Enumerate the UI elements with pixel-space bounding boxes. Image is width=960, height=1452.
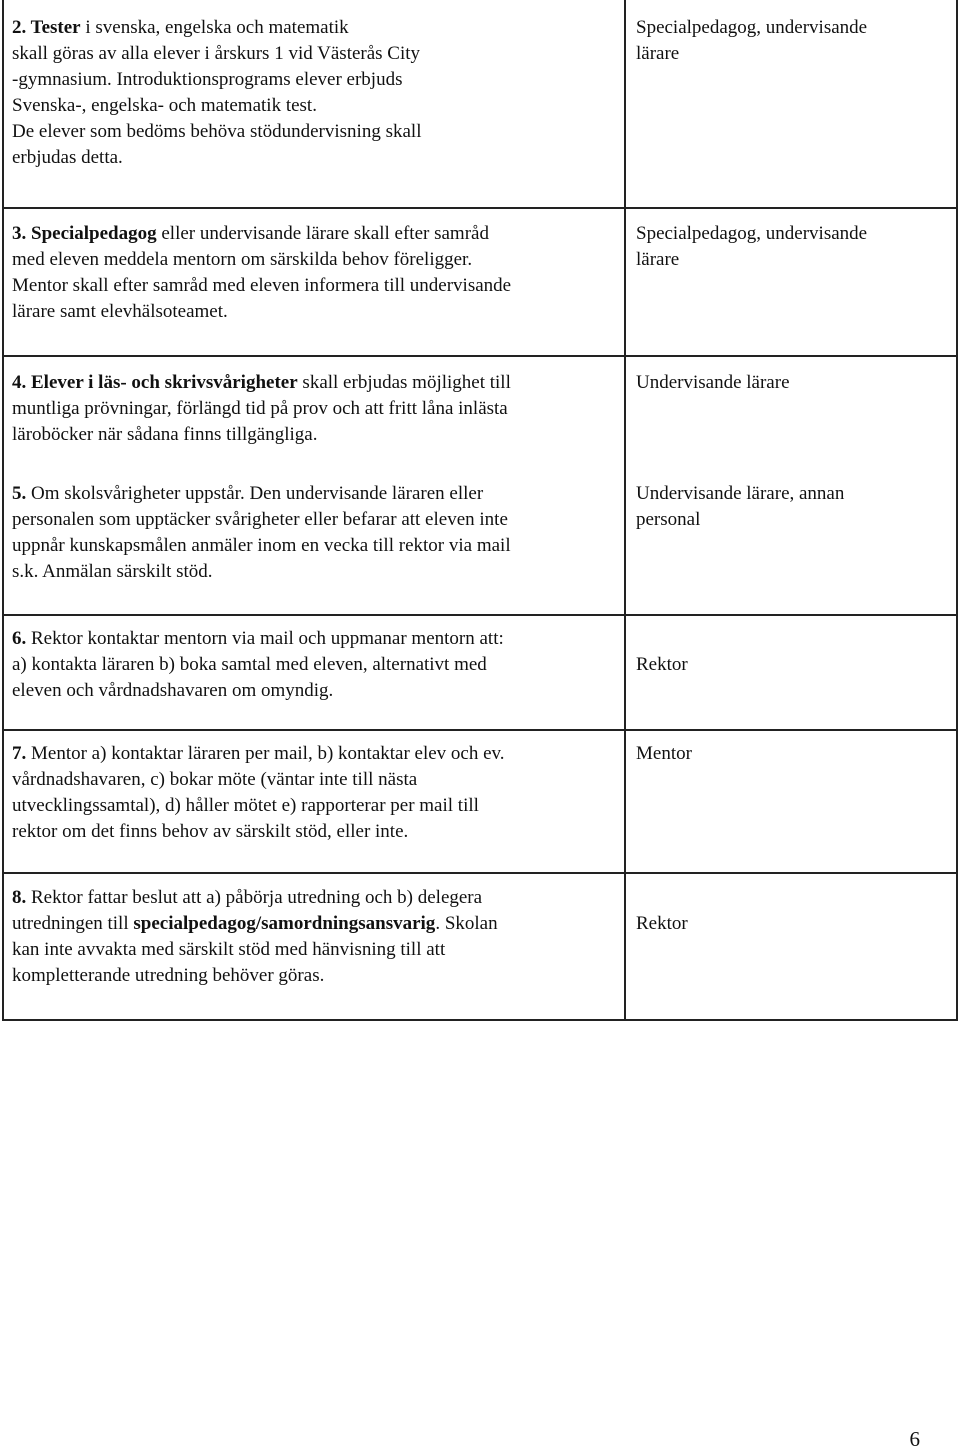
text-line	[12, 652, 617, 678]
text: uppnår kunskapsmålen anmäler inom en vecka till rektor via mail	[12, 535, 511, 556]
bold-text: 8.	[12, 887, 27, 908]
step-description	[12, 370, 617, 448]
text-line	[12, 145, 617, 171]
text-line	[12, 119, 617, 145]
role-line: lärare	[636, 43, 680, 64]
responsible-role	[636, 626, 936, 678]
text-line	[12, 67, 617, 93]
text: Mentor skall efter samråd med eleven informera till undervisande	[12, 275, 512, 296]
text: . Skolan	[435, 913, 498, 934]
row-divider	[2, 729, 958, 731]
text: rektor om det finns behov av särskilt stöd, eller inte.	[12, 821, 409, 842]
text: eller undervisande lärare skall efter samråd	[156, 223, 489, 244]
text: utvecklingssamtal), d) håller mötet e) rapporterar per mail till	[12, 795, 479, 816]
text-line	[12, 741, 617, 767]
role-line: Rektor	[636, 913, 688, 934]
text-line	[12, 533, 617, 559]
step-description	[12, 481, 617, 585]
step-description	[12, 885, 617, 989]
text: -gymnasium. Introduktionsprograms elever erbjuds	[12, 69, 403, 90]
responsible-role	[636, 741, 936, 767]
text-line	[12, 767, 617, 793]
text: kompletterande utredning behöver göras.	[12, 965, 325, 986]
text-line	[12, 273, 617, 299]
role-line: Specialpedagog, undervisande	[636, 17, 868, 38]
responsible-role	[636, 481, 936, 533]
text-line	[12, 885, 617, 911]
text: s.k. Anmälan särskilt stöd.	[12, 561, 213, 582]
bold-text: specialpedagog/samordningsansvarig	[133, 913, 436, 934]
text: De elever som bedöms behöva stödundervisning skall	[12, 121, 422, 142]
role-line: Undervisande lärare	[636, 372, 790, 393]
step-description	[12, 221, 617, 325]
text: Mentor a) kontaktar läraren per mail, b) kontaktar elev och ev.	[26, 743, 505, 764]
bold-text: 3. Specialpedagog	[12, 223, 157, 244]
text: vårdnadshavaren, c) bokar möte (väntar inte till nästa	[12, 769, 418, 790]
text: lärare samt elevhälsoteamet.	[12, 301, 228, 322]
step-description	[12, 626, 617, 704]
table-column-divider	[624, 0, 626, 1021]
text-line	[12, 678, 617, 704]
role-line: Rektor	[636, 654, 688, 675]
text-line	[12, 911, 617, 937]
text: kan inte avvakta med särskilt stöd med hänvisning till att	[12, 939, 446, 960]
bold-text: 4. Elever i läs- och skrivsvårigheter	[12, 372, 298, 393]
role-line: lärare	[636, 249, 680, 270]
text: med eleven meddela mentorn om särskilda behov föreligger.	[12, 249, 473, 270]
text-line	[12, 221, 617, 247]
role-line: Mentor	[636, 743, 692, 764]
text-line	[12, 247, 617, 273]
step-description	[12, 741, 617, 845]
text: läroböcker när sådana finns tillgängliga.	[12, 424, 318, 445]
text-line	[12, 370, 617, 396]
text-line	[12, 41, 617, 67]
text: skall göras av alla elever i årskurs 1 vid Västerås City	[12, 43, 421, 64]
bold-text: 6.	[12, 628, 27, 649]
text-line	[12, 937, 617, 963]
text: muntliga prövningar, förlängd tid på prov och att fritt låna inlästa	[12, 398, 508, 419]
responsible-role	[636, 221, 936, 273]
text-line	[12, 15, 617, 41]
row-divider	[2, 614, 958, 616]
role-line: Specialpedagog, undervisande	[636, 223, 868, 244]
table-border-right	[956, 0, 958, 1021]
step-description	[12, 15, 617, 171]
text-line	[12, 507, 617, 533]
row-divider	[2, 207, 958, 209]
text-line	[12, 422, 617, 448]
text: utredningen till	[12, 913, 134, 934]
text: personalen som upptäcker svårigheter eller befarar att eleven inte	[12, 509, 508, 530]
text-line	[12, 481, 617, 507]
row-divider	[2, 355, 958, 357]
text-line	[12, 626, 617, 652]
text-line	[12, 819, 617, 845]
text: a) kontakta läraren b) boka samtal med eleven, alternativt med	[12, 654, 487, 675]
text: i svenska, engelska och matematik	[80, 17, 349, 38]
text: Om skolsvårigheter uppstår. Den undervisande läraren eller	[26, 483, 484, 504]
table-border-left	[2, 0, 4, 1021]
responsible-role	[636, 370, 936, 396]
text: erbjudas detta.	[12, 147, 123, 168]
text: eleven och vårdnadshavaren om omyndig.	[12, 680, 334, 701]
bold-text: 7.	[12, 743, 27, 764]
responsible-role	[636, 15, 936, 67]
text: Svenska-, engelska- och matematik test.	[12, 95, 317, 116]
page-number: 6	[909, 1427, 920, 1451]
bold-text: 2. Tester	[12, 17, 81, 38]
role-line: Undervisande lärare, annan	[636, 483, 845, 504]
text-line	[12, 93, 617, 119]
text-line	[12, 963, 617, 989]
text: skall erbjudas möjlighet till	[297, 372, 511, 393]
text: Rektor fattar beslut att a) påbörja utredning och b) delegera	[26, 887, 483, 908]
text-line	[12, 299, 617, 325]
text-line	[12, 559, 617, 585]
text-line	[12, 396, 617, 422]
table-border-bottom	[2, 1019, 958, 1021]
text: Rektor kontaktar mentorn via mail och uppmanar mentorn att:	[26, 628, 504, 649]
row-divider	[2, 872, 958, 874]
role-line: personal	[636, 509, 701, 530]
responsible-role	[636, 885, 936, 937]
text-line	[12, 793, 617, 819]
bold-text: 5.	[12, 483, 27, 504]
